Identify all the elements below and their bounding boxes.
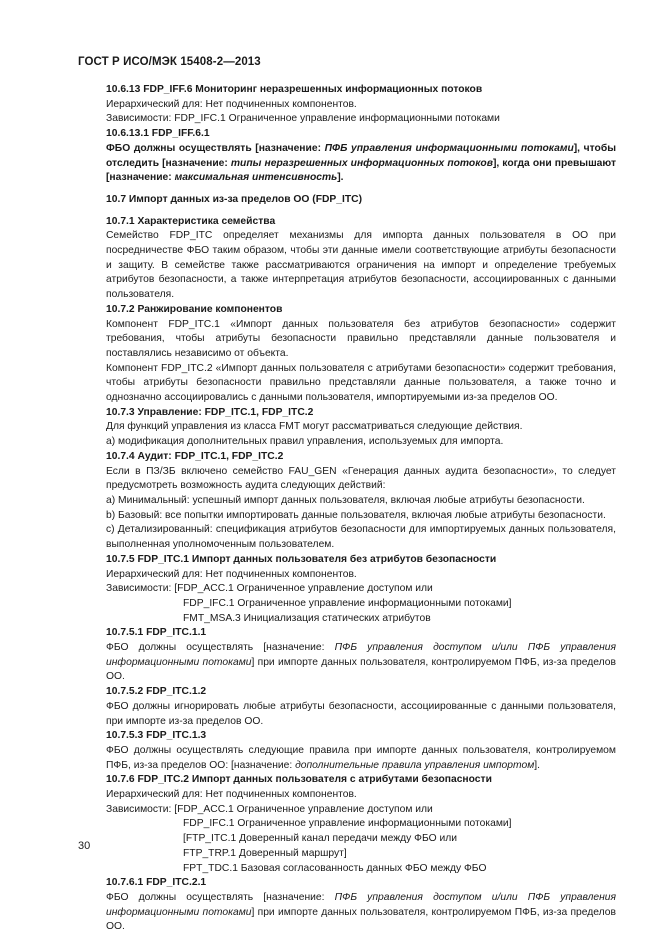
paragraph: Семейство FDP_ITC определяет механизмы для импорта данных пользователя в ОО при посредничестве ФБО таким образом, чтобы эти данные имели соответствующие атрибуты безопасности и защиту. В семействе также рассматриваются ограничения на импорт и определение требуемых атрибутов безопасности, а также интерпретация атрибутов безопасности, ассоциированных с данными пользователя.	[106, 230, 616, 301]
dependency-item: FTP_TRP.1 Доверенный маршрут]	[183, 847, 347, 859]
component-heading: 10.7.5 FDP_ITC.1 Импорт данных пользователя без атрибутов безопасности	[106, 553, 497, 565]
subsection-heading: 10.7.1 Характеристика семейства	[106, 215, 276, 227]
dependency-item: FMT_MSA.3 Инициализация статических атрибутов	[183, 612, 431, 624]
list-item: c) Детализированный: спецификация атрибутов безопасности для импортируемых данных пользователя, выполненная уполномоченным пользователем.	[106, 524, 616, 551]
subsection-heading: 10.7.4 Аудит: FDP_ITC.1, FDP_ITC.2	[106, 450, 284, 462]
subsection-heading: 10.7.2 Ранжирование компонентов	[106, 303, 283, 315]
paragraph: Если в ПЗ/ЗБ включено семейство FAU_GEN «Генерация данных аудита безопасности», то следует предусмотреть возможность аудита следующих действий:	[106, 465, 616, 492]
dependency-item: FDP_IFC.1 Ограниченное управление информационными потоками]	[183, 818, 512, 830]
section-heading: 10.7 Импорт данных из-за пределов ОО (FDP_ITC)	[106, 193, 363, 205]
dependency-item: FDP_IFC.1 Ограниченное управление информационными потоками]	[183, 597, 512, 609]
paragraph: Компонент FDP_ITC.1 «Импорт данных пользователя без атрибутов безопасности» содержит требования, чтобы атрибуты безопасности правильно представляли данные пользователя и поставлялись независимо от объекта.	[106, 318, 616, 359]
hierarchy-line: Иерархический для: Нет подчиненных компонентов.	[106, 568, 357, 580]
requirement-text: ФБО должны осуществлять [назначение: ПФБ управления информационными потоками], чтобы отследить [назначение: типы неразрешенных информационных потоков], когда они превышают [назначение: максимальная интенсивность].	[106, 142, 616, 184]
dependency-item: [FTP_ITC.1 Доверенный канал передачи между ФБО или	[183, 833, 458, 845]
dependency-item: FPT_TDC.1 Базовая согласованность данных ФБО между ФБО	[183, 862, 487, 874]
element-heading: 10.7.5.3 FDP_ITC.1.3	[106, 730, 207, 742]
requirement-text: ФБО должны осуществлять следующие правила при импорте данных пользователя, контролируемом ПФБ, из-за пределов ОО: [назначение: дополнительные правила управления импортом].	[106, 744, 616, 771]
element-heading: 10.7.6.1 FDP_ITC.2.1	[106, 877, 207, 889]
requirement-text: ФБО должны игнорировать любые атрибуты безопасности, ассоциированные с данными пользователя, при импорте из-за пределов ОО.	[106, 700, 616, 727]
list-item: а) Минимальный: успешный импорт данных пользователя, включая любые атрибуты безопасности.	[106, 494, 585, 506]
hierarchy-line: Иерархический для: Нет подчиненных компонентов.	[106, 98, 357, 110]
element-heading: 10.6.13.1 FDP_IFF.6.1	[106, 128, 210, 140]
paragraph: Для функций управления из класса FMT могут рассматриваться следующие действия.	[106, 421, 523, 433]
document-body	[78, 83, 616, 935]
element-heading: 10.7.5.1 FDP_ITC.1.1	[106, 627, 207, 639]
document-header: ГОСТ Р ИСО/МЭК 15408-2—2013	[78, 56, 261, 68]
dependencies-line: Зависимости: [FDP_ACC.1 Ограниченное управление доступом или	[106, 803, 433, 815]
list-item: b) Базовый: все попытки импортировать данные пользователя, включая любые атрибуты безопасности.	[106, 509, 606, 521]
element-heading: 10.7.5.2 FDP_ITC.1.2	[106, 686, 207, 698]
section-heading: 10.6.13 FDP_IFF.6 Мониторинг неразрешенных информационных потоков	[106, 84, 483, 95]
dependencies-line: Зависимости: [FDP_ACC.1 Ограниченное управление доступом или	[106, 583, 433, 595]
list-item: а) модификация дополнительных правил управления, используемых для импорта.	[106, 436, 504, 448]
paragraph: Компонент FDP_ITC.2 «Импорт данных пользователя с атрибутами безопасности» содержит требования, чтобы атрибуты безопасности правильно представляли данные пользователя, а также точно и однозначно ассоциировались с данными пользователя, импортируемыми из-за пределов ОО.	[106, 362, 616, 404]
dependencies-line: Зависимости: FDP_IFC.1 Ограниченное управление информационными потоками	[106, 113, 500, 125]
component-heading: 10.7.6 FDP_ITC.2 Импорт данных пользователя с атрибутами безопасности	[106, 774, 492, 786]
requirement-text: ФБО должны осуществлять [назначение: ПФБ управления доступом и/или ПФБ управления информационными потоками] при импорте данных пользователя, контролируемом ПФБ, из-за пределов ОО.	[106, 891, 616, 933]
hierarchy-line: Иерархический для: Нет подчиненных компонентов.	[106, 789, 357, 801]
subsection-heading: 10.7.3 Управление: FDP_ITC.1, FDP_ITC.2	[106, 406, 314, 418]
requirement-text: ФБО должны осуществлять [назначение: ПФБ управления доступом и/или ПФБ управления информационными потоками] при импорте данных пользователя, контролируемом ПФБ, из-за пределов ОО.	[106, 642, 616, 683]
page-number: 30	[78, 840, 91, 852]
